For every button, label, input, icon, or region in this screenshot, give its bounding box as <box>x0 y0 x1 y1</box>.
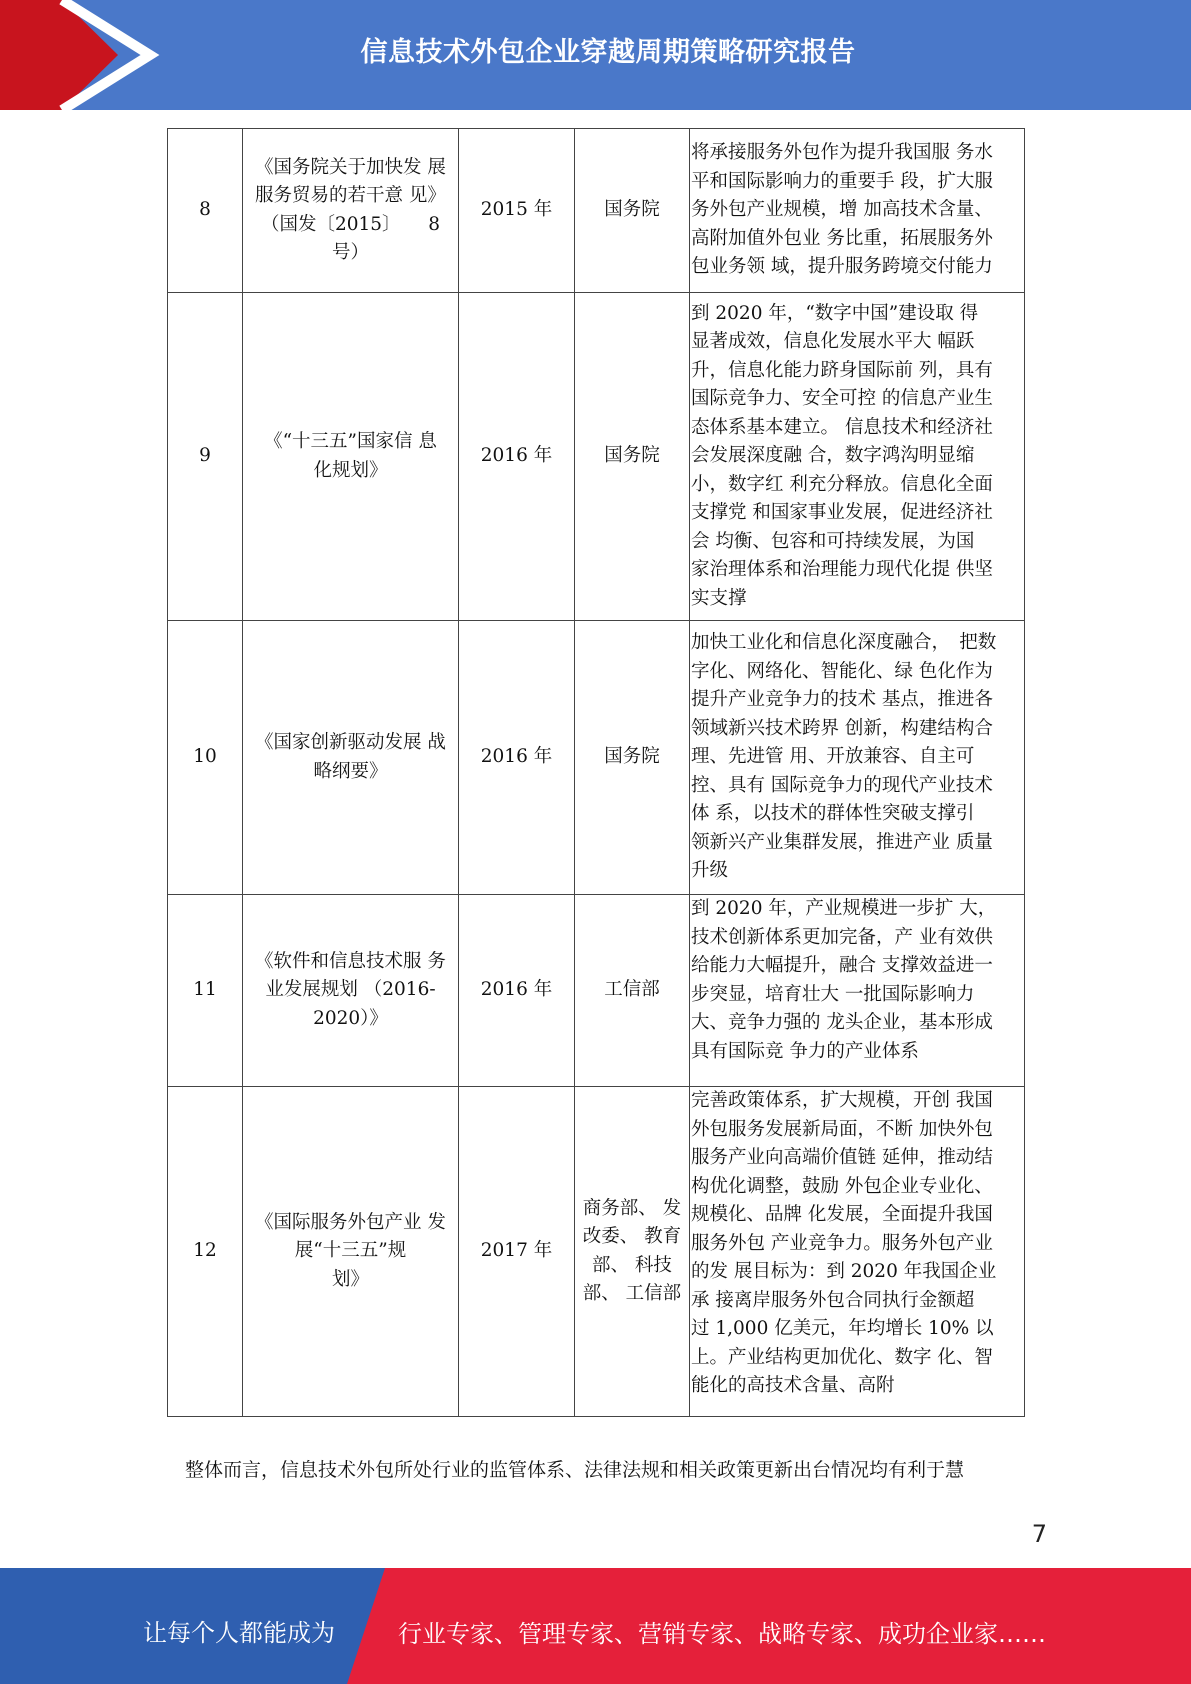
department-cell <box>575 621 690 895</box>
content-line: 承 接离岸服务外包合同执行金额超 <box>691 1289 975 1311</box>
department-cell <box>575 895 690 1087</box>
department-line: 国务院 <box>604 199 660 221</box>
footer-slogan-right: 行业专家、管理专家、营销专家、战略专家、成功企业家…… <box>398 1620 1046 1648</box>
content-line: 服务产业向高端价值链 延伸，推动结 <box>691 1147 993 1168</box>
content-line: 构优化调整，鼓励 外包企业专业化、 <box>691 1175 993 1197</box>
report-title: 信息技术外包企业穿越周期策略研究报告 <box>360 37 856 68</box>
content-line: 到 2020 年，产业规模进一步扩 大， <box>691 898 997 919</box>
content-line: 小，数字红 利充分释放。信息化全面 <box>691 473 993 495</box>
year-cell: 2017 年 <box>459 1087 575 1417</box>
department-cell <box>575 293 690 621</box>
policy-name-cell <box>243 1087 459 1417</box>
policy-name-line: 《国际服务外包产业 发 <box>255 1211 446 1233</box>
policy-name-line: 划》 <box>331 1268 369 1290</box>
row-number-cell: 8 <box>168 129 243 293</box>
content-line: 理、先进管 用、开放兼容、自主可 <box>691 746 975 768</box>
page-footer <box>0 1568 1191 1684</box>
content-line: 支撑党 和国家事业发展，促进经济社 <box>691 502 993 524</box>
year-cell: 2016 年 <box>459 621 575 895</box>
policy-name-cell <box>243 621 459 895</box>
policy-name-line: 2020）》 <box>313 1007 388 1029</box>
content-cell <box>690 129 1025 293</box>
content-line: 务外包产业规模，增 加高技术含量、 <box>691 199 993 221</box>
page-number: 7 <box>1031 1520 1047 1548</box>
department-line: 商务部、 发 <box>582 1197 682 1219</box>
content-line: 态体系基本建立。 信息技术和经济社 <box>691 416 993 438</box>
policy-name-line: 《软件和信息技术服 务 <box>255 950 446 972</box>
department-line: 国务院 <box>604 746 660 768</box>
content-line: 领域新兴技术跨界 创新，构建结构合 <box>691 717 993 739</box>
row-number-cell: 9 <box>168 293 243 621</box>
content-line: 高附加值外包业 务比重，拓展服务外 <box>691 227 993 249</box>
content-cell <box>690 293 1025 621</box>
policy-name-line: 服务贸易的若干意 见》 <box>255 185 446 206</box>
content-line: 包业务领 域，提升服务跨境交付能力 <box>691 256 993 278</box>
year-cell: 2016 年 <box>459 895 575 1087</box>
content-line: 将承接服务外包作为提升我国服 务水 <box>691 142 993 164</box>
policy-name-line: 展“十三五”规 <box>294 1240 407 1262</box>
content-line: 家治理体系和治理能力现代化提 供坚 <box>691 559 993 581</box>
table-row <box>168 129 1025 293</box>
content-line: 完善政策体系，扩大规模，开创 我国 <box>691 1090 993 1111</box>
department-cell <box>575 129 690 293</box>
content-cell <box>690 621 1025 895</box>
content-line: 到 2020 年，“数字中国”建设取 得 <box>691 302 979 324</box>
department-cell <box>575 1087 690 1417</box>
content-line: 体 系，以技术的群体性突破支撑引 <box>691 803 975 825</box>
department-line: 部、 科技 <box>592 1254 672 1276</box>
content-line: 会发展深度融 合，数字鸿沟明显缩 <box>691 445 975 467</box>
content-line: 会 均衡、包容和可持续发展，为国 <box>691 530 975 552</box>
department-line: 改委、 教育 <box>582 1226 682 1247</box>
content-line: 的发 展目标为：到 2020 年我国企业 <box>691 1261 997 1282</box>
content-line: 给能力大幅提升，融合 支撑效益进一 <box>691 955 993 976</box>
policy-name-line: 化规划》 <box>313 459 388 481</box>
footer-slogan-left: 让每个人都能成为 <box>143 1619 335 1647</box>
content-line: 步突显，培育壮大 一批国际影响力 <box>691 983 975 1005</box>
row-number-cell: 11 <box>168 895 243 1087</box>
year-cell: 2015 年 <box>459 129 575 293</box>
content-line: 规模化、品牌 化发展，全面提升我国 <box>691 1204 993 1225</box>
year-cell: 2016 年 <box>459 293 575 621</box>
content-line: 大、竞争力强的 龙头企业，基本形成 <box>691 1012 993 1033</box>
policy-name-line: 业发展规划 （2016- <box>265 979 436 1001</box>
content-line: 平和国际影响力的重要手 段，扩大服 <box>691 170 993 192</box>
policy-name-cell <box>243 895 459 1087</box>
content-line: 国际竞争力、安全可控 的信息产业生 <box>691 388 993 410</box>
policy-name-cell <box>243 293 459 621</box>
policy-table <box>167 128 1025 1417</box>
policy-name-line: （国发〔2015〕 8 <box>260 213 441 235</box>
content-line: 升，信息化能力跻身国际前 列，具有 <box>691 359 993 381</box>
content-cell <box>690 1087 1025 1417</box>
content-cell <box>690 895 1025 1087</box>
content-line: 技术创新体系更加完备，产 业有效供 <box>691 926 993 948</box>
policy-name-line: 《“十三五”国家信 息 <box>264 431 437 452</box>
table-row <box>168 1087 1025 1417</box>
department-line: 国务院 <box>604 445 660 467</box>
policy-name-line: 号） <box>331 242 369 263</box>
content-line: 能化的高技术含量、高附 <box>691 1375 895 1396</box>
content-line: 显著成效，信息化发展水平大 幅跃 <box>691 331 975 353</box>
row-number-cell: 12 <box>168 1087 243 1417</box>
body-paragraph: 整体而言，信息技术外包所处行业的监管体系、法律法规和相关政策更新出台情况均有利于慧 <box>185 1459 965 1481</box>
content-line: 实支撑 <box>691 587 747 609</box>
table-row <box>168 621 1025 895</box>
table-row <box>168 293 1025 621</box>
content-line: 字化、网络化、智能化、绿 色化作为 <box>691 660 993 682</box>
department-line: 工信部 <box>604 979 660 1001</box>
policy-name-cell <box>243 129 459 293</box>
table-row <box>168 895 1025 1087</box>
content-line: 外包服务发展新局面，不断 加快外包 <box>691 1118 993 1140</box>
content-line: 领新兴产业集群发展，推进产业 质量 <box>691 831 993 853</box>
department-line: 部、 工信部 <box>582 1283 682 1304</box>
content-line: 升级 <box>691 860 729 882</box>
row-number-cell: 10 <box>168 621 243 895</box>
content-line: 上。产业结构更加优化、数字 化、智 <box>691 1346 993 1368</box>
content-line: 服务外包 产业竞争力。服务外包产业 <box>691 1232 993 1254</box>
content-line: 提升产业竞争力的技术 基点，推进各 <box>691 689 993 711</box>
policy-name-line: 《国务院关于加快发 展 <box>255 156 446 178</box>
content-line: 具有国际竞 争力的产业体系 <box>691 1040 919 1062</box>
policy-name-line: 略纲要》 <box>313 760 388 782</box>
content-line: 控、具有 国际竞争力的现代产业技术 <box>691 774 993 796</box>
content-line: 加快工业化和信息化深度融合， 把数 <box>691 632 997 654</box>
page-header <box>0 0 1191 110</box>
content-line: 过 1,000 亿美元，年均增长 10% 以 <box>691 1318 994 1339</box>
policy-name-line: 《国家创新驱动发展 战 <box>255 732 446 753</box>
